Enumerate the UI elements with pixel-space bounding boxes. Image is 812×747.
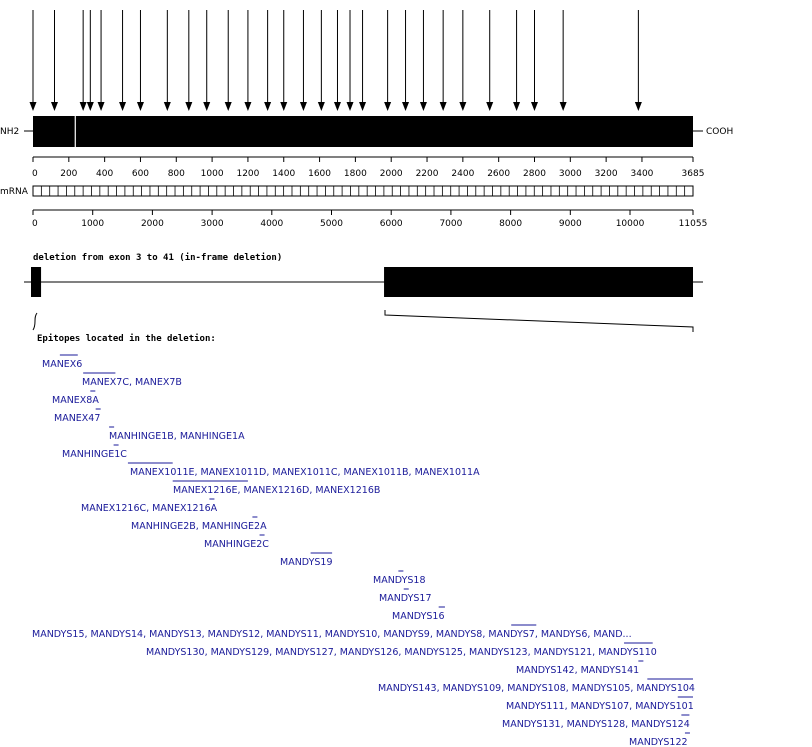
aa-tick-label: 1200 (236, 169, 260, 179)
epitope-arrow-head (560, 102, 567, 111)
aa-tick-label: 200 (60, 169, 78, 179)
epitope-arrow-head (137, 102, 144, 111)
epitope-label: MANDYS122 (629, 737, 688, 747)
epitope-arrow-head (359, 102, 366, 111)
epitope-label: MANDYS143, MANDYS109, MANDYS108, MANDYS105, MANDYS104 (378, 683, 695, 694)
aa-axis-ticks (32, 157, 704, 179)
mrna-tick-label: 0 (32, 219, 38, 229)
epitope-arrow-head (119, 102, 126, 111)
deletion-track (24, 252, 703, 332)
aa-tick-label: 0 (32, 169, 38, 179)
epitope-label: MANEX6 (42, 359, 83, 370)
aa-tick-label: 3000 (558, 169, 582, 179)
epitope-arrow-head (225, 102, 232, 111)
mrna-tick-label: 2000 (140, 219, 164, 229)
epitope-arrow-head (51, 102, 58, 111)
epitope-label: MANDYS19 (280, 557, 333, 568)
deletion-segment-left (31, 267, 41, 297)
mrna-tick-label: 6000 (379, 219, 403, 229)
epitope-arrow-head (30, 102, 37, 111)
epitope-arrow-head (347, 102, 354, 111)
aa-tick-label: 3400 (630, 169, 654, 179)
epitope-label: MANEX8A (52, 395, 99, 406)
epitope-label: MANDYS111, MANDYS107, MANDYS101 (506, 701, 694, 712)
mrna-axis-ticks (32, 210, 707, 229)
epitope-arrows (30, 10, 642, 111)
protein-bar (33, 116, 693, 147)
aa-tick-label: 2200 (415, 169, 439, 179)
epitope-label: MANDYS131, MANDYS128, MANDYS124 (502, 719, 690, 730)
aa-tick-label: 1000 (200, 169, 224, 179)
epitope-arrow-head (440, 102, 447, 111)
deletion-title: deletion from exon 3 to 41 (in-frame deletion) (33, 253, 283, 263)
mrna-tick-label: 7000 (439, 219, 463, 229)
epitope-arrow-head (280, 102, 287, 111)
aa-tick-label: 2800 (523, 169, 546, 179)
epitope-arrow-head (513, 102, 520, 111)
mrna-tick-label: 10000 (615, 219, 645, 229)
aa-tick-label: 2000 (379, 169, 403, 179)
epitope-arrow-head (531, 102, 538, 111)
protein-track (0, 116, 733, 147)
epitope-label: MANDYS15, MANDYS14, MANDYS13, MANDYS12, MANDYS11, MANDYS10, MANDYS9, MANDYS8, MANDYS7, MANDYS6, MAND... (32, 629, 632, 640)
epitope-arrow-head (635, 102, 642, 111)
mrna-track (0, 186, 707, 229)
deletion-segment-right (384, 267, 693, 297)
epitope-arrow-head (486, 102, 493, 111)
aa-tick-label: 3685 (681, 169, 705, 179)
aa-tick-label: 800 (167, 169, 185, 179)
aa-tick-label: 1800 (343, 169, 367, 179)
epitope-label: MANEX1216C, MANEX1216A (81, 503, 218, 514)
mrna-tick-label: 9000 (558, 219, 582, 229)
epitope-label: MANHINGE2C (204, 539, 269, 550)
zoom-connector-right (385, 310, 693, 332)
mrna-tick-label: 1000 (81, 219, 105, 229)
epitope-label: MANEX1216E, MANEX1216D, MANEX1216B (173, 485, 381, 496)
aa-tick-label: 3200 (594, 169, 618, 179)
epitope-label: MANHINGE1B, MANHINGE1A (109, 431, 245, 442)
aa-tick-label: 600 (131, 169, 150, 179)
epitope-label: MANDYS16 (392, 611, 445, 622)
mrna-tick-label: 8000 (499, 219, 523, 229)
mrna-tick-label: 3000 (200, 219, 224, 229)
mrna-tick-label: 5000 (320, 219, 343, 229)
aa-tick-label: 2400 (451, 169, 475, 179)
epitopes-title: Epitopes located in the deletion: (37, 334, 216, 344)
mrna-tick-label: 11055 (678, 219, 708, 229)
epitope-arrow-head (80, 102, 87, 111)
epitope-label: MANEX7C, MANEX7B (82, 377, 182, 388)
mrna-tick-label: 4000 (260, 219, 284, 229)
epitope-label: MANEX47 (54, 413, 101, 424)
aa-tick-label: 2600 (487, 169, 511, 179)
epitope-label: MANEX1011E, MANEX1011D, MANEX1011C, MANEX1011B, MANEX1011A (130, 467, 480, 478)
aa-axis (32, 157, 704, 179)
epitope-arrow-head (384, 102, 391, 111)
mrna-label: mRNA (0, 187, 28, 197)
epitope-label: MANDYS18 (373, 575, 426, 586)
aa-tick-label: 1400 (272, 169, 296, 179)
epitope-arrow-head (203, 102, 210, 111)
epitope-label: MANDYS142, MANDYS141 (516, 665, 640, 676)
epitope-arrow-head (244, 102, 251, 111)
aa-tick-label: 400 (96, 169, 114, 179)
epitope-arrow-head (185, 102, 192, 111)
epitope-arrow-head (334, 102, 341, 111)
epitope-arrow-head (98, 102, 105, 111)
epitope-arrow-head (318, 102, 325, 111)
cooh-label: COOH (706, 127, 734, 137)
aa-tick-label: 1600 (308, 169, 332, 179)
nh2-label: NH2 (0, 127, 20, 137)
epitope-arrow-head (300, 102, 307, 111)
epitope-label: MANDYS17 (379, 593, 432, 604)
epitope-label: MANHINGE2B, MANHINGE2A (131, 521, 267, 532)
epitope-arrow-head (164, 102, 171, 111)
mrna-box (33, 186, 693, 196)
epitope-arrow-head (459, 102, 466, 111)
zoom-connector-left (33, 313, 37, 330)
epitope-label: MANDYS130, MANDYS129, MANDYS127, MANDYS126, MANDYS125, MANDYS123, MANDYS121, MANDYS110 (146, 647, 657, 658)
epitope-arrow-head (87, 102, 94, 111)
epitope-arrow-head (402, 102, 409, 111)
epitope-arrow-head (264, 102, 271, 111)
mrna-exon-marks (41, 186, 684, 196)
epitope-list (32, 355, 695, 747)
epitope-label: MANHINGE1C (62, 449, 127, 460)
epitope-arrow-head (420, 102, 427, 111)
